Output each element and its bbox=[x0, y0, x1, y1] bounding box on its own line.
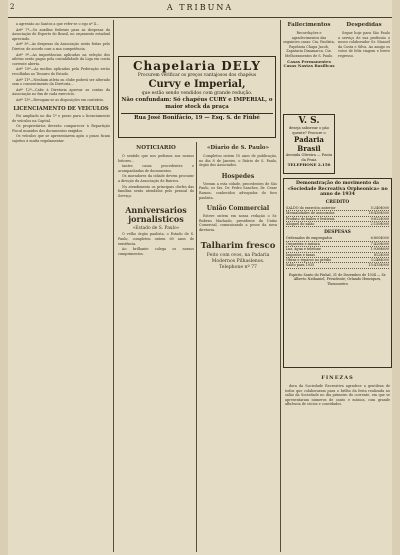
table-row bbox=[286, 222, 389, 227]
noticiario-para: Os moradores da cidade devem procurar a direção da Associação de Bairros. bbox=[118, 174, 194, 183]
fallecimentos-sub: Casas Permanentes bbox=[287, 58, 331, 64]
finezas-column bbox=[285, 372, 390, 552]
row-label: Orquestra e música bbox=[286, 241, 320, 246]
row-label: Mensalidades de associados bbox=[286, 211, 335, 216]
dely-address: Rua José Bonifácio, 19 — Esq. S. de Fiúbé bbox=[121, 113, 273, 122]
padaria-name: Padaria Brasil bbox=[294, 135, 324, 154]
anniversarios-heading: Anniversarios jornalisticos bbox=[125, 205, 187, 225]
estado-sp-subheading: «Estado de S. Paulo» bbox=[132, 226, 180, 232]
row-label: SALDO do exercício anterior bbox=[286, 205, 336, 210]
despedidas-title: Despedidas bbox=[346, 22, 382, 28]
col1-para: Os veículos que se apresentarem após o prazo ficam sujeitos à multa regulamentar. bbox=[12, 134, 110, 143]
col1-para: Artº 11º—Nenhum atleta ou clube poderá ser alterado sem o consentimento da Diretoria... bbox=[12, 77, 110, 87]
fallecimentos-text: Recordações e agradecimentos das seguintes casas: Cia. Paulista, Papelaria Chapa Jacob, Zapataria Dinamarca, Cia. Melhoramentos de S. Paulo. bbox=[283, 31, 335, 58]
row-value: 18:430$500 bbox=[368, 211, 389, 216]
column-divider bbox=[196, 142, 197, 552]
dely-title: Chapelaria DELY bbox=[132, 59, 262, 73]
despedidas-text: Segue hoje para São Paulo a serviço de sua profissão o nosso colaborador Sr. Manoel da Costa e Silva. Ao amigo os votos de feliz viagem e breve regresso. bbox=[338, 31, 390, 58]
diario-sp-heading: «Diario de S. Paulo» bbox=[206, 145, 270, 151]
row-label: Obras e reparos no prédio bbox=[286, 258, 332, 263]
talharim-heading: Talharim fresco bbox=[200, 240, 276, 251]
padaria-brasil-ad bbox=[283, 114, 335, 174]
demonstracao-title: Demonstração do movimento da «Sociedade Recreativa Orpheonica» no anno de 1934 bbox=[287, 181, 388, 198]
row-label: Produto de bailes e festivais bbox=[286, 216, 335, 221]
fallecimentos-box bbox=[283, 22, 335, 112]
despesas-heading: DESPESAS bbox=[324, 230, 351, 236]
column-3 bbox=[199, 142, 277, 552]
col1-para: Os proprietários deverão comparecer à Repartição Fiscal munidos dos documentos exigidos. bbox=[12, 124, 110, 133]
dely-line2: Curvy e Imperial, bbox=[148, 79, 246, 90]
col1-para: Artº 10º—As multas aplicadas pela Federação serão recolhidas ao Tesouro do Estado. bbox=[12, 67, 110, 76]
credito-heading: CREDITO bbox=[325, 199, 350, 205]
row-value: 2:150$000 bbox=[370, 222, 389, 226]
row-label: Ordenados de empregados bbox=[286, 236, 333, 241]
row-value: 1:936$600 bbox=[370, 247, 389, 252]
row-value: 15:415$900 bbox=[368, 263, 389, 268]
finezas-text: dora da Sociedade Recreativa agradece a gentileza de todos que colaboraram para o brilho da festa realizada no salão da Sociedade no dia primeiro do corrente, em que se apresentaram números de canto e música, com grande afluência de sócios e convidados. bbox=[285, 384, 390, 407]
row-value: 7:420$000 bbox=[370, 241, 389, 246]
fallecimentos-sub2: Casas Nastas Basílicas bbox=[283, 63, 335, 69]
row-label: Impostos e taxas bbox=[286, 252, 315, 257]
col1-para: Foi ampliado no dia 1º o prazo para o licenciamento de veículos na Capital. bbox=[12, 114, 110, 123]
row-label: Aluguel do salão bbox=[286, 222, 315, 226]
demonstracao-box bbox=[283, 178, 392, 368]
row-label: Saldo para 1935 bbox=[286, 263, 315, 268]
row-value: 812$000 bbox=[373, 252, 389, 257]
finezas-heading: FINEZAS bbox=[321, 375, 354, 381]
noticiario-column bbox=[118, 142, 194, 552]
padaria-vs: V. S. bbox=[298, 116, 320, 126]
licenciamento-heading: LICENCIAMENTO DE VEICULOS bbox=[13, 105, 109, 112]
hospedes-heading: Hospedes bbox=[221, 172, 255, 180]
col3-para: Vieram a esta cidade, procedentes de São Paulo, os Srs. Dr. Pedro Sanches, Dr. Cesar Ramos, conhecidos advogados do foro paulista. bbox=[199, 181, 277, 200]
fallecimentos-title: Fallecimentos bbox=[287, 22, 331, 28]
noticiario-para: tantes casas procedentes e acompanhadas de documentos. bbox=[118, 164, 194, 173]
row-value: 6:800$000 bbox=[370, 236, 389, 241]
demonstracao-footer: Espirito Santo do Pinhal, 31 de Dezembro de 1934 — Sr. Alberto Nathaniel, Presidente; Orlando Henriques, Thesoureiro bbox=[288, 272, 387, 286]
noticiario-para: No atendimento os principais chefes das famílias serão atendidos pelo pessoal do Serviço. bbox=[118, 184, 194, 198]
col1-para: Artº 8º—As despesas da Associação serão feitas pelo Diretor, de acordo com a sua competência. bbox=[12, 42, 110, 51]
row-value: 3:248$000 bbox=[370, 258, 389, 263]
col1-para: Artº 9º—As importâncias aplicadas na seleção dos atletas serão pagas pela contabilidade da Liga em conta corrente aberta. bbox=[12, 52, 110, 66]
column-divider bbox=[113, 20, 114, 552]
col1-para: a agressão ao Santos a que refer-se o ego nº 4... bbox=[16, 22, 100, 26]
anniversarios-para: O velho órgão paulista, o Estado de S. Paulo, completou ontem 60 anos de existência. bbox=[118, 232, 194, 246]
padaria-line1: deseja saborear o pão quente? Procure o bbox=[288, 126, 329, 135]
anniversarios-para: Ao brilhante colega os nossos cumprimentos. bbox=[118, 247, 194, 256]
col1-para: Artº 13º—Revogam-se as disposições em contrário. bbox=[16, 97, 105, 102]
talharim-text: Feito com ovos, na Padaria Modernos Pilhaslenos. Telephone nº 77 bbox=[206, 252, 270, 270]
column-1 bbox=[12, 22, 110, 552]
dely-line4: Não confundam: Só chapéus CURY e IMPERIAL, o maior stock da praça bbox=[121, 97, 273, 110]
column-divider bbox=[280, 20, 281, 552]
table-row bbox=[286, 263, 389, 268]
padaria-address: Avenida Oliveira — Ponta da Praia bbox=[285, 153, 333, 162]
masthead bbox=[8, 3, 392, 17]
row-label: Luz, água e telefone bbox=[286, 247, 321, 252]
page-number: 2 bbox=[10, 3, 17, 11]
chapelaria-dely-ad bbox=[118, 56, 276, 138]
col1-para: Artº 12º—Cabe à Diretoria aprovar as contas da Associação no fim de cada exercício. bbox=[12, 87, 110, 97]
noticiario-title: NOTICIARIO bbox=[136, 145, 176, 151]
dely-line3: que estão sendo vendidos com grande redução. bbox=[141, 91, 253, 96]
noticiario-intro: O sentido que nos pedimos aos nossos leitores... bbox=[118, 154, 194, 163]
col1-para: Artº 7º—Os auxílios federais para as despesas da Associação de Esporte do Brasil, no orçamento estadual apreciado. bbox=[12, 27, 110, 41]
col3-para: Completou ontem 10 anos de publicação, no dia 8 de Janeiro, o Diário de S. Paulo, órgão dos Associados. bbox=[199, 154, 277, 168]
newspaper-title: A TRIBUNA bbox=[166, 3, 234, 12]
row-value: 5:240$000 bbox=[370, 205, 389, 210]
dely-line1: Procurem verificar os preços vantajosos dos chapéus bbox=[137, 73, 257, 78]
despedidas-box bbox=[338, 22, 390, 172]
padaria-telephone: TELEPHONE 2.150 bbox=[287, 162, 331, 168]
newspaper-page bbox=[8, 0, 392, 555]
masthead-rule bbox=[8, 17, 392, 18]
col3-para: Esteve ontem em nossa redação o Sr. Rubens Machado, presidente da União Comercial, comunicando a posse da nova diretoria. bbox=[199, 214, 277, 232]
row-value: 9:812$000 bbox=[370, 216, 389, 221]
uniao-commercial-heading: União Commercial bbox=[206, 205, 270, 213]
